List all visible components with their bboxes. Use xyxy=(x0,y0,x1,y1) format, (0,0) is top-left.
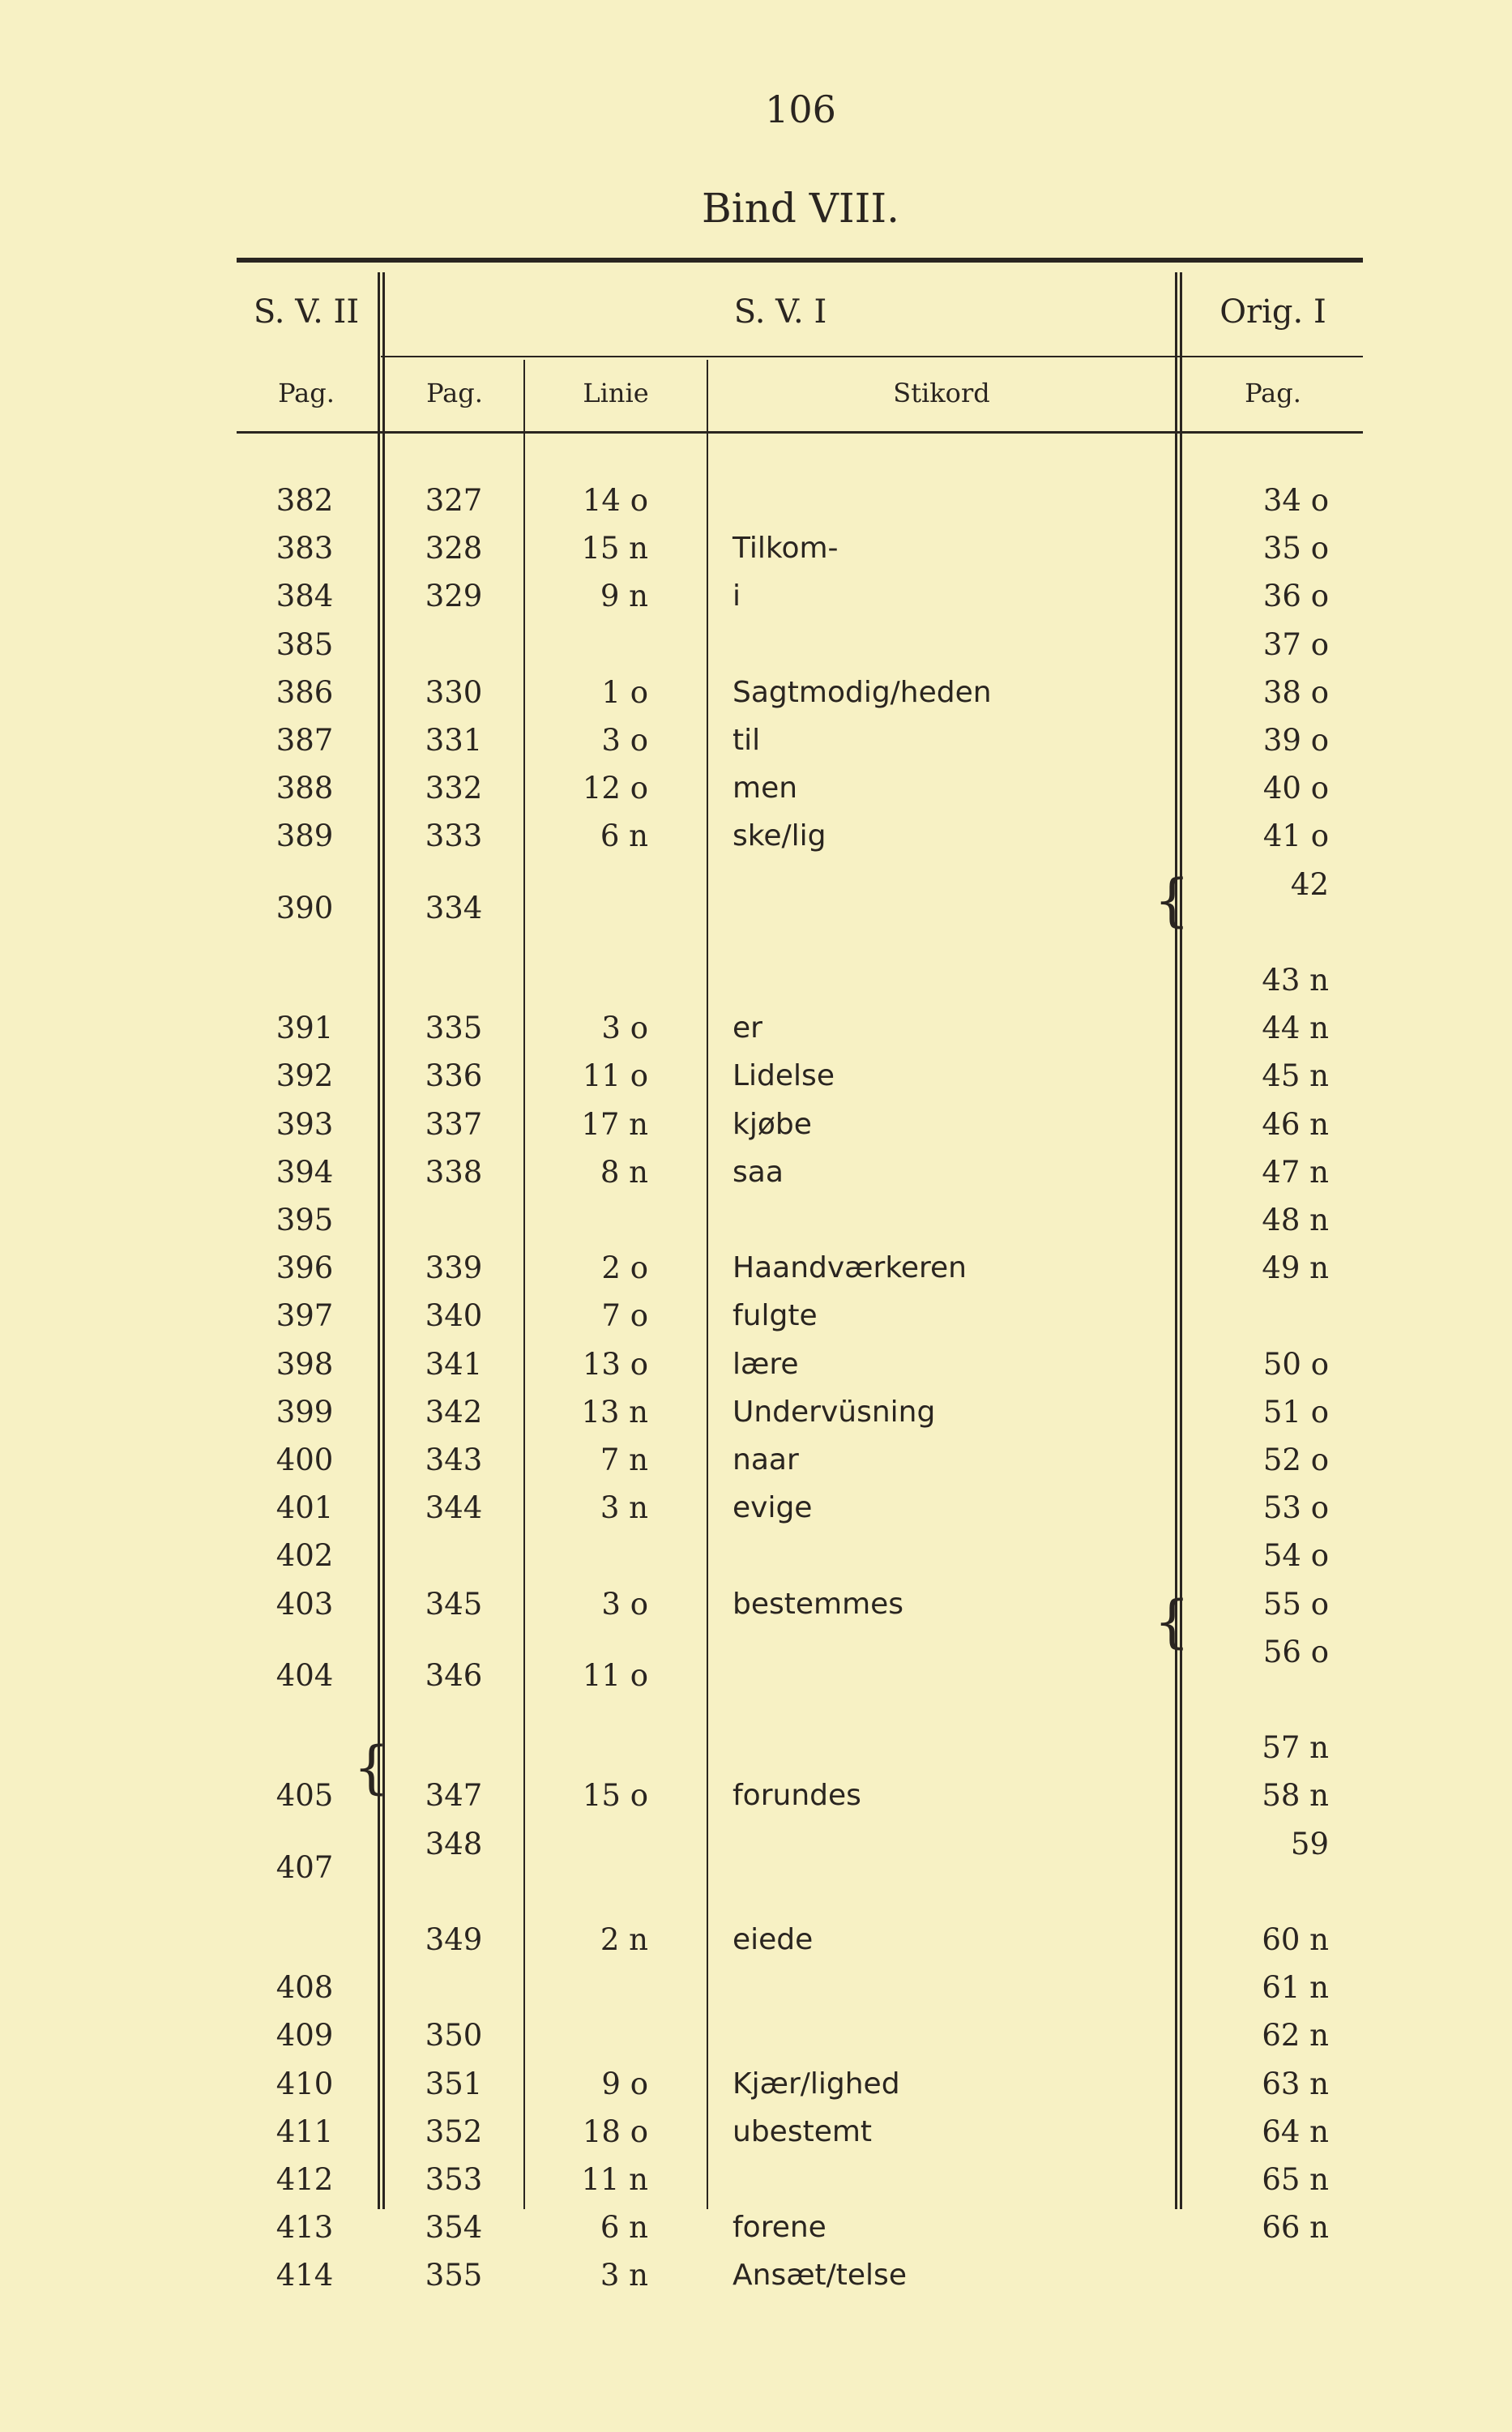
subheader-sv2-pag: Pag. xyxy=(278,378,335,408)
cell-orig-pag: 46 n xyxy=(1262,1106,1329,1142)
cell-stikord: Ansæt/telse xyxy=(733,2259,907,2293)
cell-sv1-pag: 333 xyxy=(425,819,483,854)
cell-sv1-pag: 332 xyxy=(425,771,483,806)
cell-sv1-pag: 354 xyxy=(425,2210,483,2246)
cell-sv2-pag: 405 xyxy=(275,1778,334,1814)
brace: { xyxy=(1154,867,1190,934)
cell-stikord: ubestemt xyxy=(733,2114,873,2148)
cell-orig-pag: 59 xyxy=(1290,1826,1329,1861)
cell-sv1-pag: 341 xyxy=(425,1346,483,1382)
cell-sv2-pag: 404 xyxy=(275,1658,334,1694)
cell-stikord: forene xyxy=(733,2211,826,2245)
column-divider xyxy=(523,360,525,2209)
cell-orig-pag: 44 n xyxy=(1262,1011,1329,1046)
cell-sv1-pag: 339 xyxy=(425,1250,483,1286)
cell-sv2-pag: 382 xyxy=(275,483,334,518)
cell-sv2-pag: 387 xyxy=(275,723,334,758)
cell-orig-pag: 62 n xyxy=(1262,2018,1329,2054)
cell-sv1-pag: 338 xyxy=(425,1154,483,1190)
brace: { xyxy=(1154,1588,1190,1655)
cell-stikord: Tilkom- xyxy=(733,532,839,566)
cell-orig-pag: 50 o xyxy=(1262,1346,1329,1382)
cell-stikord: forundes xyxy=(733,1779,861,1813)
cell-sv2-pag: 397 xyxy=(275,1298,334,1334)
subheader-stikord: Stikord xyxy=(893,378,990,408)
header-sv2: S. V. II xyxy=(253,293,360,331)
cell-sv2-pag: 394 xyxy=(275,1154,334,1190)
cell-linie: 2 n xyxy=(600,1922,648,1957)
cell-sv1-pag: 355 xyxy=(425,2258,483,2293)
cell-sv1-pag: 331 xyxy=(425,723,483,758)
cell-orig-pag: 41 o xyxy=(1262,819,1329,854)
cell-linie: 3 o xyxy=(601,1586,648,1622)
column-divider xyxy=(378,272,380,2209)
cell-linie: 1 o xyxy=(601,674,648,710)
header-rule-1 xyxy=(381,356,1363,357)
cell-sv2-pag: 400 xyxy=(275,1443,334,1477)
cell-linie: 15 o xyxy=(582,1778,648,1814)
cell-orig-pag: 64 n xyxy=(1262,2114,1329,2149)
cell-orig-pag: 55 o xyxy=(1262,1586,1329,1622)
cell-orig-pag: 38 o xyxy=(1262,674,1329,710)
cell-stikord: er xyxy=(733,1011,762,1045)
header-rule-2 xyxy=(237,431,1363,434)
volume-title: Bind VIII. xyxy=(701,185,900,232)
cell-sv2-pag: 402 xyxy=(275,1538,334,1574)
subheader-orig-pag: Pag. xyxy=(1245,378,1301,408)
header-orig: Orig. I xyxy=(1219,293,1326,331)
cell-orig-pag: 47 n xyxy=(1262,1154,1329,1190)
cell-sv2-pag: 410 xyxy=(275,2066,334,2101)
subheader-linie: Linie xyxy=(583,378,649,408)
cell-sv2-pag: 407 xyxy=(275,1850,334,1886)
cell-linie: 13 o xyxy=(582,1346,648,1382)
cell-linie: 18 o xyxy=(582,2114,648,2149)
page-number: 106 xyxy=(765,88,836,131)
cell-linie: 8 n xyxy=(600,1154,648,1190)
cell-sv2-pag: 395 xyxy=(275,1203,334,1237)
cell-sv1-pag: 352 xyxy=(425,2114,483,2149)
cell-orig-pag: 43 n xyxy=(1262,963,1329,998)
cell-orig-pag: 66 n xyxy=(1262,2210,1329,2246)
cell-orig-pag: 63 n xyxy=(1262,2066,1329,2101)
column-divider xyxy=(707,360,708,2209)
cell-orig-pag: 36 o xyxy=(1262,579,1329,614)
cell-stikord: Haandværkeren xyxy=(733,1251,967,1285)
cell-linie: 3 n xyxy=(600,1490,648,1526)
cell-orig-pag: 37 o xyxy=(1262,626,1329,662)
cell-linie: 3 o xyxy=(601,1011,648,1046)
cell-sv1-pag: 340 xyxy=(425,1298,483,1334)
cell-sv2-pag: 388 xyxy=(275,771,334,806)
cell-linie: 9 o xyxy=(601,2066,648,2101)
cell-linie: 12 o xyxy=(582,771,648,806)
cell-sv2-pag: 408 xyxy=(275,1970,334,2006)
subheader-sv1-pag: Pag. xyxy=(426,378,483,408)
cell-sv2-pag: 412 xyxy=(275,2162,334,2197)
cell-sv2-pag: 383 xyxy=(275,531,334,566)
cell-stikord: Sagtmodig/heden xyxy=(733,675,992,709)
cell-sv1-pag: 350 xyxy=(425,2018,483,2054)
cell-stikord: kjøbe xyxy=(733,1107,812,1141)
cell-orig-pag: 52 o xyxy=(1262,1443,1329,1477)
cell-sv1-pag: 349 xyxy=(425,1922,483,1957)
cell-sv1-pag: 329 xyxy=(425,579,483,614)
cell-linie: 3 o xyxy=(601,723,648,758)
cell-sv2-pag: 398 xyxy=(275,1346,334,1382)
cell-sv1-pag: 336 xyxy=(425,1058,483,1094)
cell-sv2-pag: 399 xyxy=(275,1394,334,1430)
cell-orig-pag: 34 o xyxy=(1262,483,1329,518)
cell-sv2-pag: 389 xyxy=(275,819,334,854)
cell-sv1-pag: 335 xyxy=(425,1011,483,1046)
column-divider xyxy=(1175,272,1177,2209)
top-rule xyxy=(237,258,1363,263)
cell-orig-pag: 40 o xyxy=(1262,771,1329,806)
brace: { xyxy=(353,1734,390,1801)
cell-linie: 2 o xyxy=(601,1250,648,1286)
cell-stikord: Kjær/lighed xyxy=(733,2067,900,2101)
cell-stikord: evige xyxy=(733,1491,813,1525)
cell-linie: 13 n xyxy=(581,1394,648,1430)
cell-orig-pag: 60 n xyxy=(1262,1922,1329,1957)
cell-linie: 3 n xyxy=(600,2258,648,2293)
cell-sv2-pag: 393 xyxy=(275,1106,334,1142)
cell-linie: 11 n xyxy=(581,2162,648,2197)
cell-orig-pag: 39 o xyxy=(1262,723,1329,758)
cell-sv1-pag: 347 xyxy=(425,1778,483,1814)
cell-orig-pag: 57 n xyxy=(1262,1730,1329,1766)
cell-sv2-pag: 411 xyxy=(275,2114,334,2149)
cell-sv1-pag: 353 xyxy=(425,2162,483,2197)
cell-stikord: i xyxy=(733,579,741,613)
cell-orig-pag: 61 n xyxy=(1262,1970,1329,2006)
cell-orig-pag: 35 o xyxy=(1262,531,1329,566)
cell-linie: 11 o xyxy=(582,1058,648,1094)
cell-stikord: men xyxy=(733,771,798,806)
cell-stikord: ske/lig xyxy=(733,819,826,853)
cell-sv2-pag: 403 xyxy=(275,1586,334,1622)
cell-stikord: naar xyxy=(733,1443,799,1477)
cell-linie: 15 n xyxy=(581,531,648,566)
cell-orig-pag: 58 n xyxy=(1262,1778,1329,1814)
cell-sv2-pag: 391 xyxy=(275,1011,334,1046)
cell-sv2-pag: 386 xyxy=(275,674,334,710)
cell-stikord: eiede xyxy=(733,1923,814,1956)
cell-sv2-pag: 390 xyxy=(275,891,334,926)
column-divider xyxy=(382,272,385,2209)
cell-sv1-pag: 334 xyxy=(425,891,483,926)
cell-sv1-pag: 330 xyxy=(425,674,483,710)
cell-sv1-pag: 342 xyxy=(425,1394,483,1430)
cell-sv2-pag: 384 xyxy=(275,579,334,614)
cell-stikord: fulgte xyxy=(733,1299,818,1333)
cell-linie: 6 n xyxy=(600,2210,648,2246)
cell-stikord: bestemmes xyxy=(733,1587,904,1621)
cell-sv2-pag: 392 xyxy=(275,1058,334,1094)
cell-stikord: lære xyxy=(733,1347,799,1381)
cell-orig-pag: 53 o xyxy=(1262,1490,1329,1526)
cell-sv1-pag: 327 xyxy=(425,483,483,518)
cell-sv1-pag: 343 xyxy=(425,1443,483,1477)
cell-orig-pag: 49 n xyxy=(1262,1250,1329,1286)
header-sv1: S. V. I xyxy=(733,293,827,331)
cell-orig-pag: 51 o xyxy=(1262,1394,1329,1430)
cell-stikord: til xyxy=(733,724,761,757)
cell-sv2-pag: 385 xyxy=(275,626,334,662)
cell-sv2-pag: 396 xyxy=(275,1250,334,1286)
cell-sv1-pag: 351 xyxy=(425,2066,483,2101)
cell-linie: 7 o xyxy=(601,1298,648,1334)
cell-stikord: saa xyxy=(733,1155,784,1189)
cell-sv2-pag: 401 xyxy=(275,1490,334,1526)
cell-orig-pag: 54 o xyxy=(1262,1538,1329,1574)
cell-linie: 6 n xyxy=(600,819,648,854)
cell-orig-pag: 42 xyxy=(1290,866,1329,902)
cell-orig-pag: 56 o xyxy=(1262,1634,1329,1669)
cell-stikord: Undervüsning xyxy=(733,1395,936,1429)
cell-orig-pag: 45 n xyxy=(1262,1058,1329,1094)
cell-sv1-pag: 348 xyxy=(425,1826,483,1861)
cell-linie: 9 n xyxy=(600,579,648,614)
cell-sv2-pag: 413 xyxy=(275,2210,334,2246)
cell-sv2-pag: 414 xyxy=(275,2258,334,2293)
cell-stikord: Lidelse xyxy=(733,1059,835,1093)
column-divider xyxy=(1180,272,1182,2209)
cell-sv1-pag: 337 xyxy=(425,1106,483,1142)
cell-sv1-pag: 328 xyxy=(425,531,483,566)
cell-linie: 17 n xyxy=(581,1106,648,1142)
cell-orig-pag: 65 n xyxy=(1262,2162,1329,2197)
cell-sv2-pag: 409 xyxy=(275,2018,334,2054)
cell-linie: 14 o xyxy=(582,483,648,518)
cell-sv1-pag: 344 xyxy=(425,1490,483,1526)
cell-orig-pag: 48 n xyxy=(1262,1203,1329,1237)
cell-sv1-pag: 346 xyxy=(425,1658,483,1694)
cell-linie: 7 n xyxy=(600,1443,648,1477)
cell-sv1-pag: 345 xyxy=(425,1586,483,1622)
cell-linie: 11 o xyxy=(582,1658,648,1694)
